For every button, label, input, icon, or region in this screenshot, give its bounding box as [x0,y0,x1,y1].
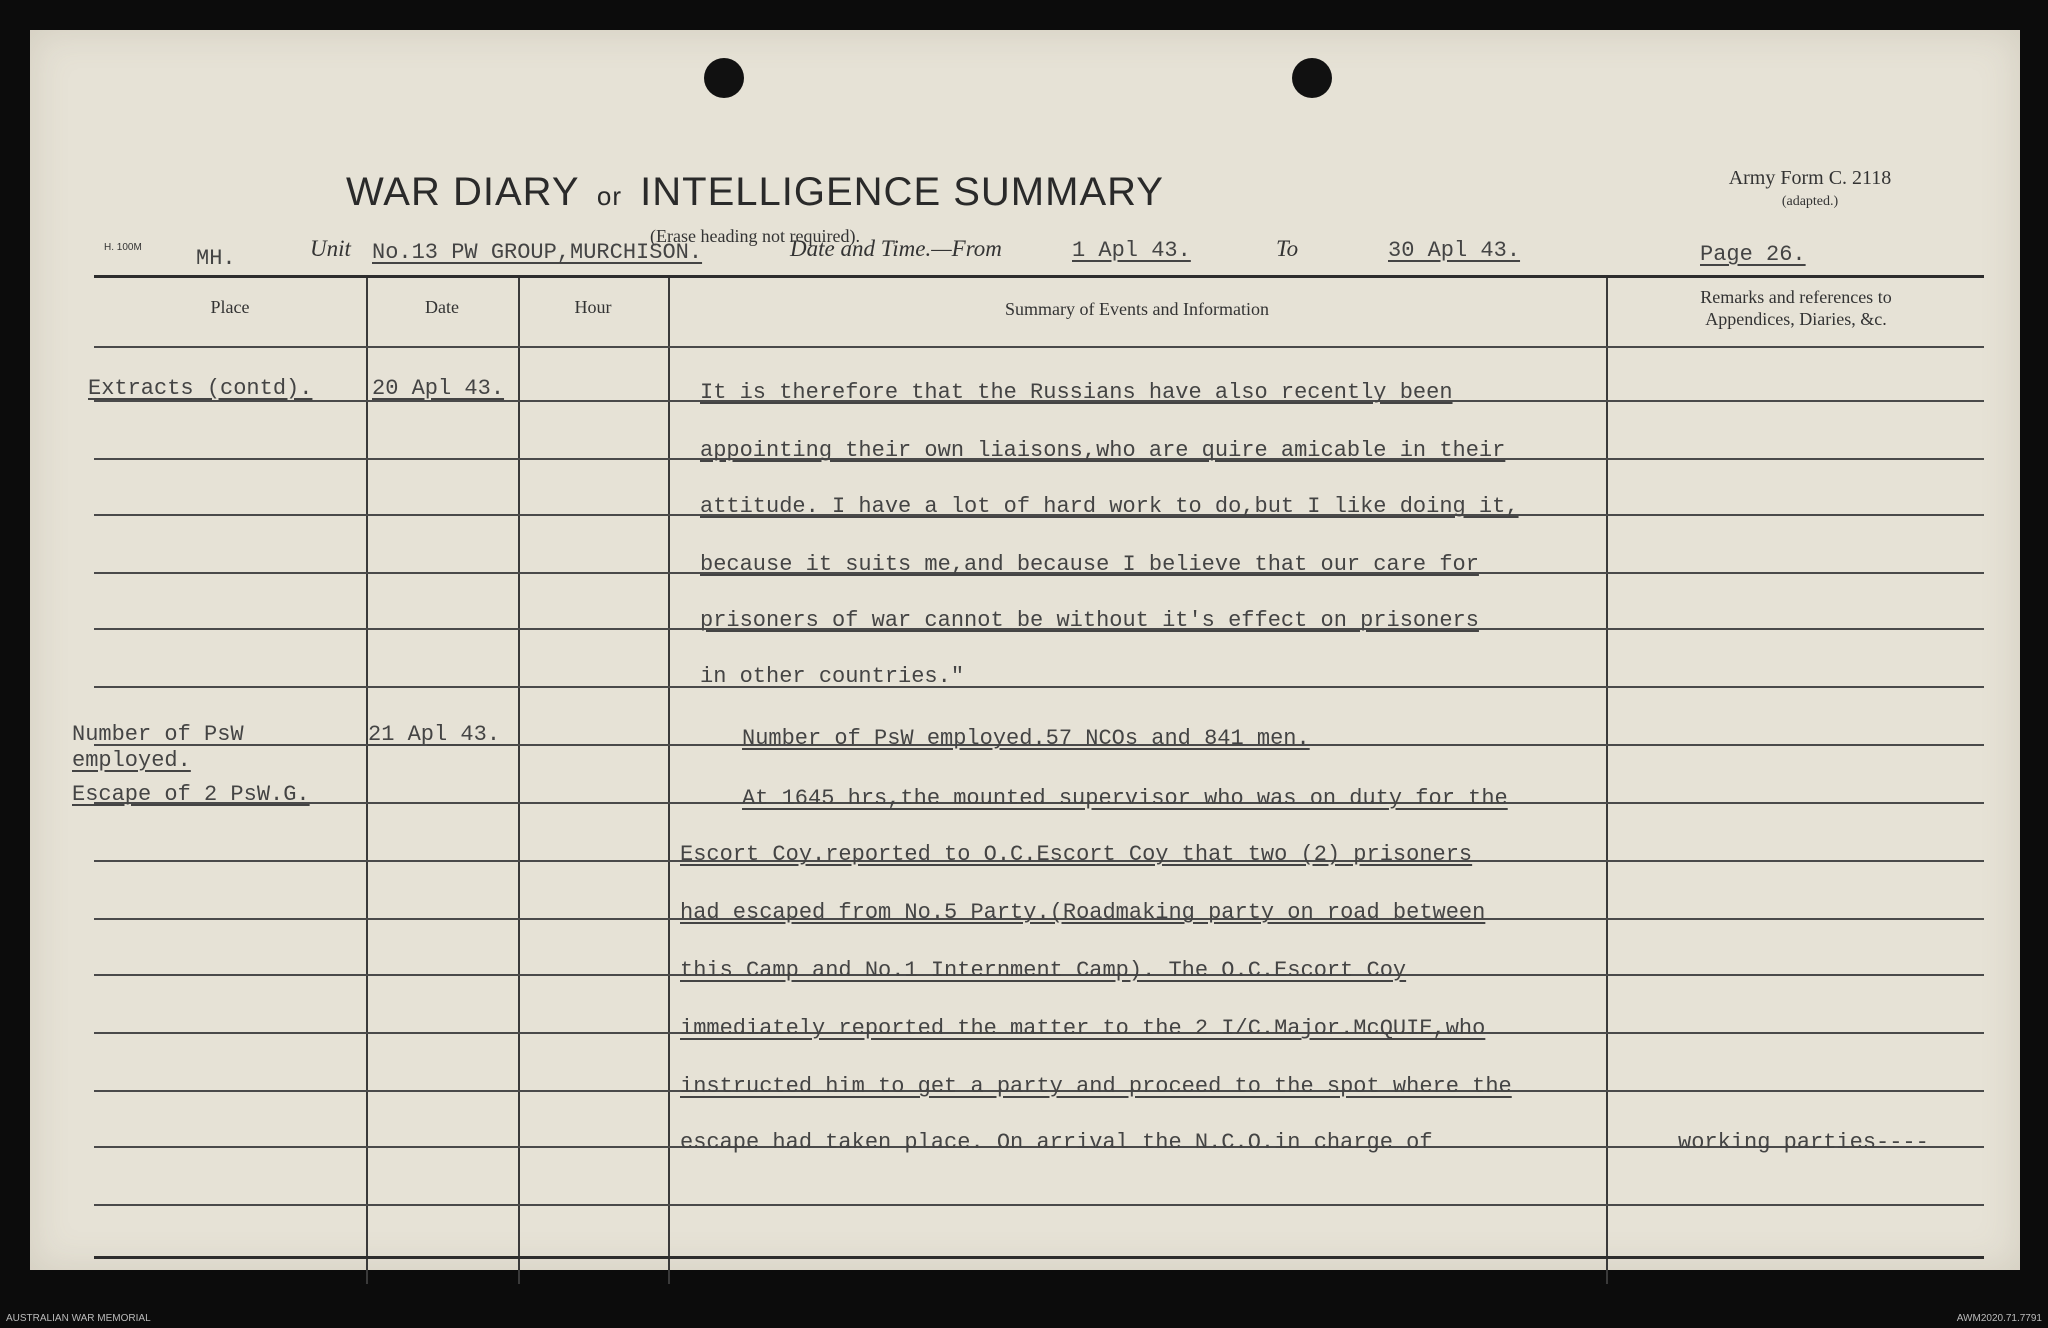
punch-hole-left [704,58,744,98]
summary-line: appointing their own liaisons,who are quire amicable in their [700,438,1506,463]
date-21-apl: 21 Apl 43. [368,722,501,747]
col-date-heading: Date [425,297,459,317]
bottom-rule [94,1256,1984,1259]
form-title [30,170,1480,215]
place-number-line1: Number of PsW [72,722,244,747]
summary-line: prisoners of war cannot be without it's effect on prisoners [700,608,1479,633]
col-remarks-heading [1606,286,1986,330]
summary-line: Number of PsW employed.57 NCOs and 841 men. [742,726,1310,751]
summary-line: attitude. I have a lot of hard work to do,but I like doing it, [700,494,1519,519]
to-label: To [1276,236,1299,261]
diary-page [30,30,2020,1270]
unit-value: No.13 PW GROUP,MURCHISON. [372,240,703,265]
title-or: or [596,181,623,211]
date-from-value: 1 Apl 43. [1072,238,1191,263]
col-hour-heading: Hour [574,297,612,317]
army-form-label: Army Form C. 2118 [1728,167,1892,189]
summary-line: At 1645 hrs,the mounted supervisor who was on duty for the [742,786,1508,811]
mh-code: MH. [196,246,236,271]
place-extracts: Extracts (contd). [88,376,313,401]
page-number: Page 26. [1700,242,1806,267]
form-code: H. 100M [104,242,142,253]
summary-line: in other countries." [700,664,965,689]
divider-date-hour [518,278,520,1284]
summary-line: instructed him to get a party and proceed to the spot where the [680,1074,1512,1099]
place-escape: Escape of 2 PsW.G. [72,782,310,807]
divider-hour-summary [668,278,670,1284]
remarks-heading-line2: Appendices, Diaries, &c. [1705,309,1887,329]
army-form-adapted: (adapted.) [1781,194,1839,209]
unit-label: Unit [310,236,351,261]
place-number-line2: employed. [72,748,191,773]
divider-summary-remarks [1606,278,1608,1284]
summary-line: escape had taken place. On arrival the N.C.O.in charge of [680,1130,1433,1155]
divider-place-date [366,278,368,1284]
title-war-diary: WAR DIARY [346,170,579,214]
army-form-number [1700,166,1920,214]
footer-right: AWM2020.71.7791 [1956,1313,2042,1324]
summary-line: It is therefore that the Russians have also recently been [700,380,1453,405]
footer-left: AUSTRALIAN WAR MEMORIAL [6,1313,151,1324]
summary-line: because it suits me,and because I believe that our care for [700,552,1479,577]
col-summary-heading: Summary of Events and Information [1005,299,1269,319]
header-rule [94,275,1984,278]
col-place-heading: Place [210,297,250,317]
title-intelligence-summary: INTELLIGENCE SUMMARY [640,170,1164,214]
date-time-label: Date and Time.—From [790,236,1002,261]
row-rule [94,686,1984,688]
remarks-continuation: working parties---- [1678,1130,1929,1155]
heading-underline [94,346,1984,348]
summary-line: had escaped from No.5 Party.(Roadmaking party on road between [680,900,1486,925]
remarks-heading-line1: Remarks and references to [1700,287,1892,307]
erase-note: (Erase heading not required). [650,226,860,246]
summary-line: immediately reported the matter to the 2 I/C.Major.McQUIE,who [680,1016,1486,1041]
punch-hole-right [1292,58,1332,98]
summary-line: Escort Coy.reported to O.C.Escort Coy that two (2) prisoners [680,842,1473,867]
summary-line: this Camp and No.1 Internment Camp). The O.C.Escort Coy [680,958,1407,983]
date-20-apl: 20 Apl 43. [372,376,505,401]
row-rule [94,1204,1984,1206]
date-to-value: 30 Apl 43. [1388,238,1521,263]
